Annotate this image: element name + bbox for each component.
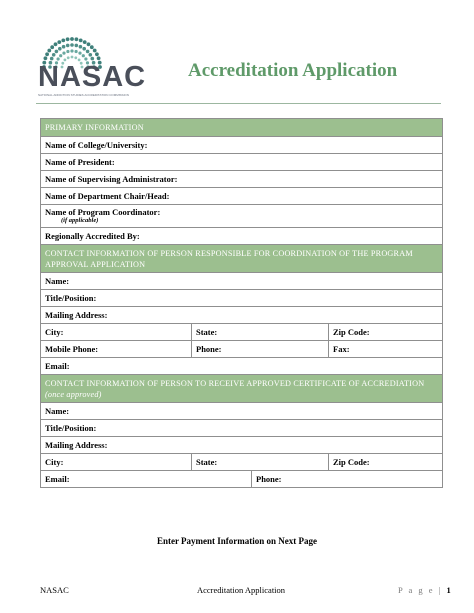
logo-dot bbox=[90, 45, 94, 49]
page-title: Accreditation Application bbox=[188, 60, 398, 81]
payment-note: Enter Payment Information on Next Page bbox=[156, 536, 318, 546]
contact-city-field[interactable]: City: bbox=[41, 324, 192, 341]
dept-chair-field[interactable]: Name of Department Chair/Head: bbox=[41, 188, 443, 205]
logo-dot bbox=[79, 39, 83, 43]
logo-dot bbox=[44, 56, 48, 60]
title-divider bbox=[36, 103, 441, 104]
logo-dot bbox=[86, 50, 90, 54]
logo-dot bbox=[50, 45, 54, 49]
logo-dot bbox=[66, 44, 70, 48]
logo-dot bbox=[89, 53, 93, 57]
logo-dot bbox=[62, 45, 66, 49]
logo-dot bbox=[74, 56, 77, 59]
section-heading-primary: PRIMARY INFORMATION bbox=[41, 119, 443, 137]
logo-dot bbox=[82, 47, 86, 51]
footer-doc-name: Accreditation Application bbox=[197, 585, 286, 595]
contact-name-field[interactable]: Name: bbox=[41, 273, 443, 290]
recipient-zip-field[interactable]: Zip Code: bbox=[329, 454, 443, 471]
logo-dot bbox=[52, 53, 56, 57]
contact-mailing-field[interactable]: Mailing Address: bbox=[41, 307, 443, 324]
logo-dot bbox=[97, 56, 101, 60]
logo-dot bbox=[93, 49, 97, 53]
logo-dot bbox=[67, 56, 70, 59]
logo-dot bbox=[50, 57, 54, 61]
logo-dot bbox=[66, 37, 70, 41]
footer-page bbox=[398, 585, 451, 595]
contact-mobile-field[interactable]: Mobile Phone: bbox=[41, 341, 192, 358]
recipient-name-field[interactable]: Name: bbox=[41, 403, 443, 420]
contact-phone-field[interactable]: Phone: bbox=[192, 341, 329, 358]
logo-dot bbox=[75, 44, 79, 48]
logo-dot bbox=[71, 56, 74, 59]
logo-dot bbox=[59, 54, 62, 57]
page-number: 1 bbox=[446, 585, 451, 595]
page-label: P a g e | bbox=[398, 585, 443, 595]
president-field[interactable]: Name of President: bbox=[41, 154, 443, 171]
logo-dot bbox=[70, 49, 73, 52]
logo-dot bbox=[55, 50, 59, 54]
logo-text: NASAC bbox=[38, 61, 147, 93]
program-coordinator-field[interactable] bbox=[41, 205, 443, 228]
logo-dot bbox=[79, 45, 83, 49]
program-coordinator-label: Name of Program Coordinator: bbox=[45, 207, 161, 217]
logo-dot bbox=[75, 37, 79, 41]
logo-dot bbox=[45, 52, 49, 56]
logo-dot bbox=[82, 54, 85, 57]
contact-state-field[interactable]: State: bbox=[192, 324, 329, 341]
logo-dot bbox=[95, 52, 99, 56]
logo-dot bbox=[83, 40, 87, 44]
section-heading-certificate-contact bbox=[41, 375, 443, 403]
contact-title-field[interactable]: Title/Position: bbox=[41, 290, 443, 307]
logo-dot bbox=[54, 42, 58, 46]
logo-dot bbox=[78, 52, 81, 55]
logo-dot bbox=[58, 47, 62, 51]
contact-email-field[interactable]: Email: bbox=[41, 358, 443, 375]
logo-dot bbox=[70, 37, 74, 41]
section-heading-coordination-contact: CONTACT INFORMATION OF PERSON RESPONSIBLE FOR COORDINATION OF THE PROGRAM APPROVAL APPLICATION bbox=[41, 245, 443, 273]
recipient-title-field[interactable]: Title/Position: bbox=[41, 420, 443, 437]
certificate-heading-text: CONTACT INFORMATION OF PERSON TO RECEIVE APPROVED CERTIFICATE OF ACCREDIATION bbox=[45, 378, 425, 388]
logo-dot bbox=[47, 49, 51, 53]
logo-dot bbox=[62, 52, 65, 55]
logo-subtext: NATIONAL ADDICTION STUDIES ACCREDITATION COMMISSION bbox=[38, 93, 129, 97]
logo-dot bbox=[61, 39, 65, 43]
contact-zip-field[interactable]: Zip Code: bbox=[329, 324, 443, 341]
footer-org: NASAC bbox=[40, 585, 69, 595]
program-coordinator-note: (if applicable) bbox=[61, 217, 99, 224]
application-form bbox=[40, 118, 443, 488]
logo-dot bbox=[87, 42, 91, 46]
supervising-admin-field[interactable]: Name of Supervising Administrator: bbox=[41, 171, 443, 188]
college-field[interactable]: Name of College/University: bbox=[41, 137, 443, 154]
logo-dot bbox=[66, 50, 69, 53]
certificate-heading-note: (once approved) bbox=[45, 389, 102, 399]
regional-accreditation-field[interactable]: Regionally Accredited By: bbox=[41, 228, 443, 245]
contact-fax-field[interactable]: Fax: bbox=[329, 341, 443, 358]
recipient-mailing-field[interactable]: Mailing Address: bbox=[41, 437, 443, 454]
recipient-email-field[interactable]: Email: bbox=[41, 471, 252, 488]
recipient-phone-field[interactable]: Phone: bbox=[252, 471, 443, 488]
recipient-state-field[interactable]: State: bbox=[192, 454, 329, 471]
logo-dot bbox=[57, 40, 61, 44]
logo-dot bbox=[70, 43, 74, 47]
logo-dot bbox=[91, 57, 95, 61]
logo-dot bbox=[75, 50, 78, 53]
recipient-city-field[interactable]: City: bbox=[41, 454, 192, 471]
